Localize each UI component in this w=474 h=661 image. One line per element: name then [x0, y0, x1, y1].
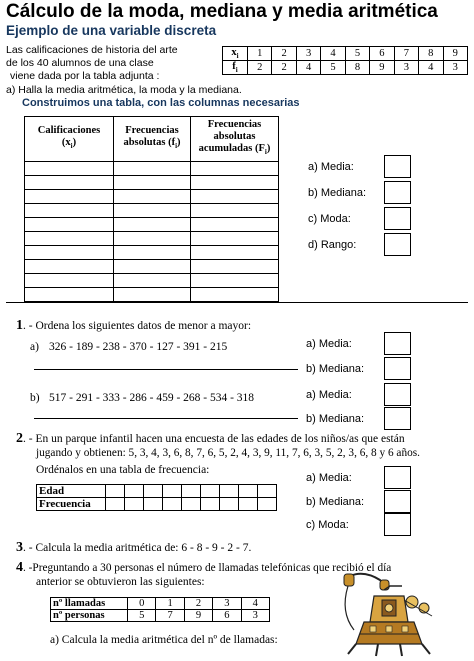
table-row [25, 260, 279, 274]
exercise-2-data: jugando y obtienen: 5, 3, 4, 3, 6, 8, 7, 6, 5, 2, 4, 3, 9, 11, 7, 6, 3, 5, 2, 3, 6, 8 y 6 años. [36, 447, 420, 459]
media-label: a) Media: [306, 472, 352, 484]
page-subtitle: Ejemplo de una variable discreta [6, 23, 217, 38]
x-cell: 8 [419, 47, 443, 61]
personas-cell: 5 [128, 610, 156, 622]
x-cell: 7 [394, 47, 418, 61]
x-cell: 5 [345, 47, 369, 61]
mediana-label: b) Mediana: [306, 363, 365, 375]
media-answer-box[interactable] [384, 155, 411, 178]
exercise-2-instruction: Ordénalos en una tabla de frecuencia: [36, 464, 210, 476]
frecuencia-label: Frecuencia [37, 498, 106, 511]
f-cell: 8 [345, 61, 369, 75]
table-row [51, 598, 270, 610]
intro-line-3: viene dada por la tabla adjunta : [10, 70, 160, 82]
answer-line[interactable] [34, 369, 298, 370]
llamadas-cell: 2 [184, 598, 212, 610]
intro-line-1: Las calificaciones de historia del arte [6, 44, 178, 56]
moda-label: c) Moda: [308, 213, 351, 225]
antique-telephone-icon [334, 572, 444, 658]
llamadas-cell: 1 [156, 598, 184, 610]
exercise-3-statement: 3. - Calcula la media aritmética de: 6 - 8 - 9 - 2 - 7. [16, 540, 252, 555]
table-row [25, 218, 279, 232]
table-row [25, 274, 279, 288]
table-row [25, 232, 279, 246]
exercise-1a-label: a) [30, 341, 39, 353]
llamadas-cell: 4 [241, 598, 269, 610]
f-cell: 4 [296, 61, 320, 75]
table-row [25, 288, 279, 302]
table-row [51, 610, 270, 622]
personas-cell: 7 [156, 610, 184, 622]
f-cell: 4 [419, 61, 443, 75]
intro-line-2: de los 40 alumnos de una clase [6, 57, 154, 69]
moda-answer-box[interactable] [384, 207, 411, 230]
frequency-table [24, 116, 279, 302]
x-header: $x_i$ [223, 47, 248, 61]
exercise-1b-values: 517 - 291 - 333 - 286 - 459 - 268 - 534 - 318 [49, 392, 255, 404]
personas-cell: 6 [213, 610, 241, 622]
x-cell: 1 [248, 47, 272, 61]
table-row [25, 162, 279, 176]
table-row [25, 204, 279, 218]
col-frecuencias-acumuladas: Frecuencias absolutas acumuladas $(F_i)$ [191, 117, 279, 162]
mediana-label: b) Mediana: [308, 187, 367, 199]
edad-frequency-table [36, 484, 277, 511]
data-table [222, 46, 468, 75]
section-divider [6, 302, 468, 303]
table-row [37, 498, 277, 511]
llamadas-cell: 0 [128, 598, 156, 610]
personas-label: nº personas [51, 610, 128, 622]
table-row [25, 190, 279, 204]
f-cell: 3 [394, 61, 418, 75]
mediana-answer-box[interactable] [384, 357, 411, 380]
table-row [25, 176, 279, 190]
mediana-answer-box[interactable] [384, 490, 411, 513]
media-answer-box[interactable] [384, 332, 411, 355]
mediana-label: b) Mediana: [306, 413, 365, 425]
f-cell: 2 [272, 61, 296, 75]
table-header-row [25, 117, 279, 162]
rango-label: d) Rango: [308, 239, 357, 251]
media-label: a) Media: [306, 389, 352, 401]
table-row [223, 47, 468, 61]
exercise-4-statement-2: anterior se obtuvieron las siguientes: [36, 576, 205, 588]
col-frecuencias-absolutas: Frecuencias absolutas $(f_i)$ [114, 117, 191, 162]
answer-line[interactable] [34, 418, 298, 419]
x-cell: 2 [272, 47, 296, 61]
llamadas-label: nº llamadas [51, 598, 128, 610]
col-calificaciones: Calificaciones $(x_i)$ [25, 117, 114, 162]
moda-label: c) Moda: [306, 519, 349, 531]
personas-cell: 9 [184, 610, 212, 622]
exercise-4-statement: 4. -Preguntando a 30 personas el número de llamadas telefónicas que recibió el día [16, 560, 392, 575]
exercise-1-statement: 1. - Ordena los siguientes datos de menor a mayor: [16, 318, 252, 333]
media-label: a) Media: [306, 338, 352, 350]
moda-answer-box[interactable] [384, 513, 411, 536]
f-cell: 9 [370, 61, 394, 75]
exercise-4-question: a) Calcula la media aritmética del nº de llamadas: [50, 634, 278, 646]
mediana-answer-box[interactable] [384, 181, 411, 204]
mediana-answer-box[interactable] [384, 407, 411, 430]
mediana-label: b) Mediana: [306, 496, 365, 508]
rango-answer-box[interactable] [384, 233, 411, 256]
media-answer-box[interactable] [384, 466, 411, 489]
exercise-1b-label: b) [30, 392, 40, 404]
media-answer-box[interactable] [384, 383, 411, 406]
f-cell: 3 [443, 61, 468, 75]
llamadas-table [50, 597, 270, 622]
edad-label: Edad [37, 485, 106, 498]
x-cell: 4 [321, 47, 345, 61]
x-cell: 9 [443, 47, 468, 61]
table-row [223, 61, 468, 75]
table-row [37, 485, 277, 498]
page-title: Cálculo de la moda, mediana y media aritmética [6, 1, 438, 22]
x-cell: 3 [296, 47, 320, 61]
media-label: a) Media: [308, 161, 354, 173]
intro-question: a) Halla la media aritmética, la moda y la mediana. [6, 84, 242, 96]
table-row [25, 246, 279, 260]
llamadas-cell: 3 [213, 598, 241, 610]
intro-instruction: Construimos una tabla, con las columnas necesarias [22, 97, 300, 109]
f-cell: 5 [321, 61, 345, 75]
exercise-2-statement: 2. - En un parque infantil hacen una encuesta de las edades de los niños/as que están [16, 431, 405, 446]
exercise-1a-values: 326 - 189 - 238 - 370 - 127 - 391 - 215 [49, 341, 228, 353]
x-cell: 6 [370, 47, 394, 61]
personas-cell: 3 [241, 610, 269, 622]
f-cell: 2 [248, 61, 272, 75]
f-header: $f_i$ [223, 61, 248, 75]
